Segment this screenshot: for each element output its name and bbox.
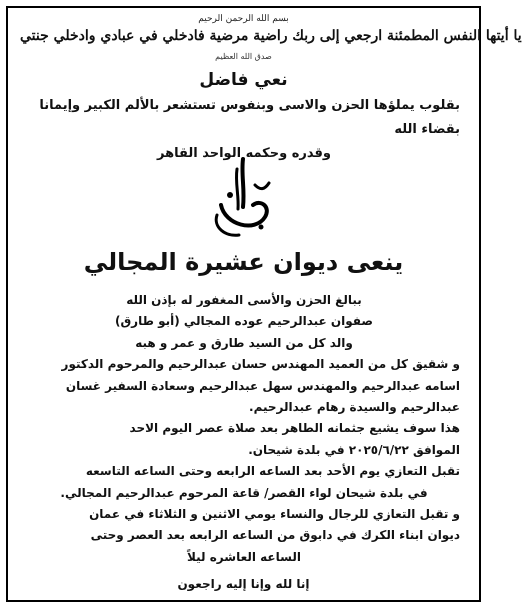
- calligraphy-emblem-icon: [203, 155, 283, 240]
- body-line-8: الموافق ٢٠٢٥/٦/٢٢ في بلدة شيحان.: [248, 442, 460, 457]
- body-line-7: هذا سوف يشيع جثمانه الطاهر بعد صلاة عصر اليوم الاحد: [129, 421, 460, 436]
- body-line-5: اسامه عبدالرحيم والمهندس سهل عبدالرحيم وسعادة السفير غسان: [65, 378, 460, 393]
- announcement-label: نعي فاضل: [199, 70, 288, 90]
- intro-line-1: بقلوب يملؤها الحزن والاسى وبنفوس تستشعر بالألم الكبير وإيمانا بقضاء الله: [39, 98, 460, 137]
- verse-source: صدق الله العظيم: [215, 52, 272, 61]
- body-line-10: في بلدة شيحان لواء القصر/ قاعة المرحوم عبدالرحيم المجالي.: [60, 485, 428, 500]
- bismillah: بسم الله الرحمن الرحيم: [198, 14, 289, 24]
- quran-verse: يا أيتها النفس المطمئنة ارجعي إلى ربك راضية مرضية فادخلي في عبادي وادخلي جنتي: [20, 28, 522, 44]
- closing-verse: إنا لله وإنا إليه راجعون: [177, 577, 310, 591]
- deceased-name: صفوان عبدالرحيم عوده المجالي (أبو طارق): [114, 314, 374, 329]
- body-line-4: و شقيق كل من العميد المهندس حسان عبدالرحيم والمرحوم الدكتور: [61, 357, 460, 372]
- body-line-3: والد كل من السيد طارق و عمر و هبه: [135, 335, 353, 350]
- body-line-9: تقبل التعازي يوم الأحد بعد الساعه الرابعه وحتى الساعه التاسعه: [85, 464, 460, 479]
- body-line-12: ديوان ابناء الكرك في دابوق من الساعه الرابعه بعد العصر وحتى: [90, 528, 460, 543]
- body-line-1: ببالغ الحزن والأسى المغفور له بإذن الله: [126, 293, 362, 307]
- body-line-11: و تقبل التعازي للرجال والنساء يومي الاثنين و الثلاثاء في عمان: [89, 507, 460, 522]
- intro-line-2: وقدره وحكمه الواحد القاهر: [157, 146, 331, 161]
- body-line-13: الساعه العاشره ليلاً: [187, 549, 301, 564]
- body-line-6: عبدالرحيم والسيدة رهام عبدالرحيم.: [249, 400, 460, 415]
- announcement-body: [28, 290, 460, 568]
- main-title: ينعى ديوان عشيرة المجالي: [83, 248, 404, 276]
